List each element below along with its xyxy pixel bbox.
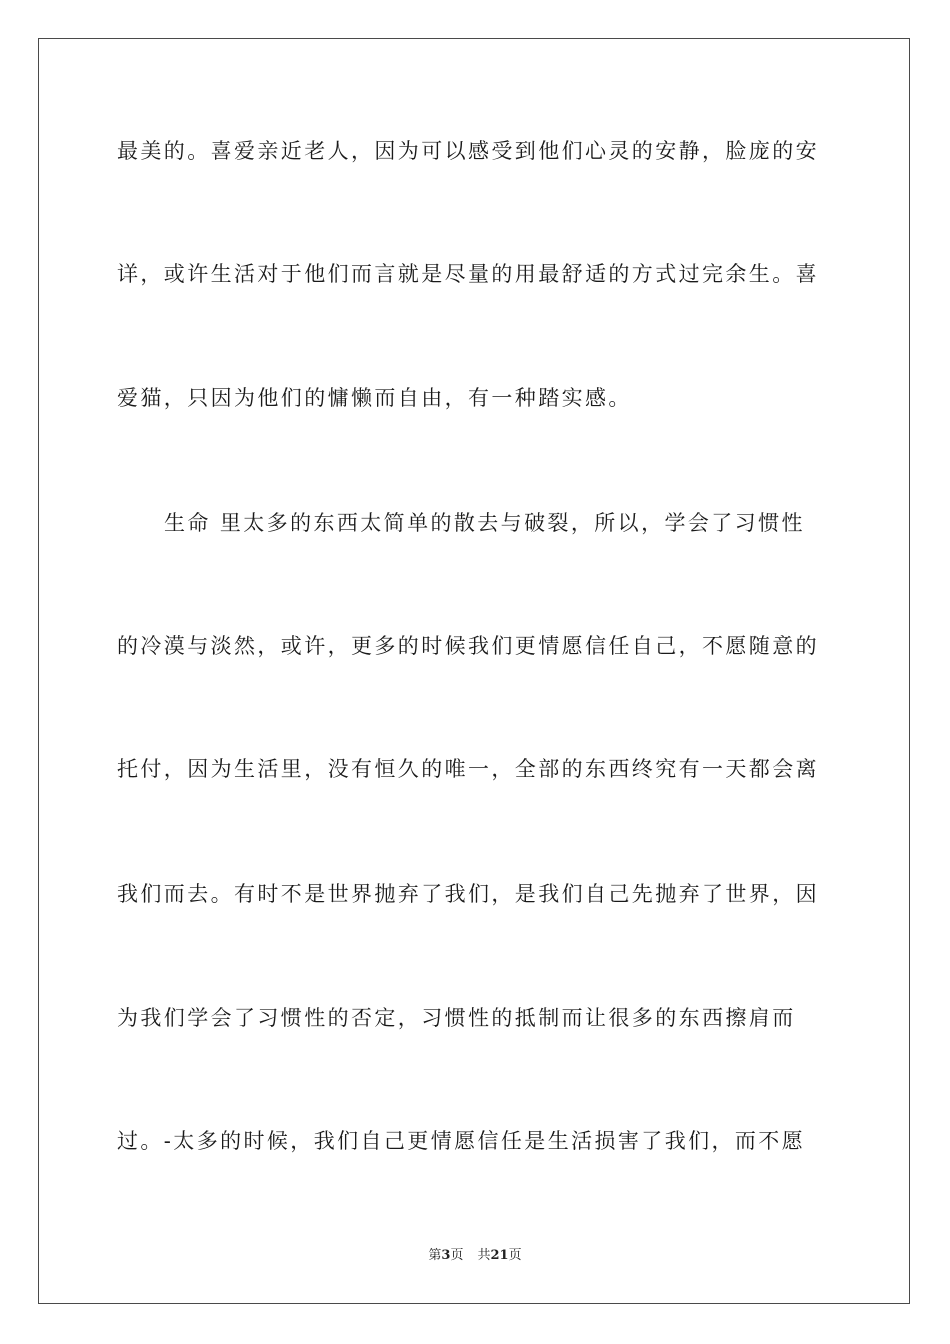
page-prefix: 第: [428, 1248, 442, 1263]
page-border: [38, 38, 910, 1304]
body-text-line: 的冷漠与淡然，或许，更多的时候我们更情愿信任自己，不愿随意的: [117, 634, 819, 658]
body-text-line: 爱猫，只因为他们的慵懒而自由，有一种踏实感。: [117, 386, 632, 410]
total-prefix: 共: [477, 1248, 491, 1263]
total-pages-number: 21: [490, 1248, 509, 1263]
body-text-line: 详，或许生活对于他们而言就是尽量的用最舒适的方式过完余生。喜: [117, 262, 819, 286]
body-text-line: 托付，因为生活里，没有恒久的唯一，全部的东西终究有一天都会离: [117, 757, 819, 781]
body-text-line: 过。-太多的时候，我们自己更情愿信任是生活损害了我们，而不愿: [117, 1129, 806, 1153]
body-text-line: 为我们学会了习惯性的否定，习惯性的抵制而让很多的东西擦肩而: [117, 1006, 796, 1030]
current-page-number: 3: [441, 1248, 451, 1263]
body-text-line: 生命 里太多的东西太简单的散去与破裂，所以，学会了习惯性: [164, 511, 805, 535]
total-suffix: 页: [508, 1248, 522, 1263]
page-footer: [0, 1247, 950, 1265]
body-text-line: 最美的。喜爱亲近老人，因为可以感受到他们心灵的安静，脸庞的安: [117, 139, 819, 163]
body-text-line: 我们而去。有时不是世界抛弃了我们，是我们自己先抛弃了世界，因: [117, 882, 819, 906]
page-suffix: 页: [450, 1248, 464, 1263]
